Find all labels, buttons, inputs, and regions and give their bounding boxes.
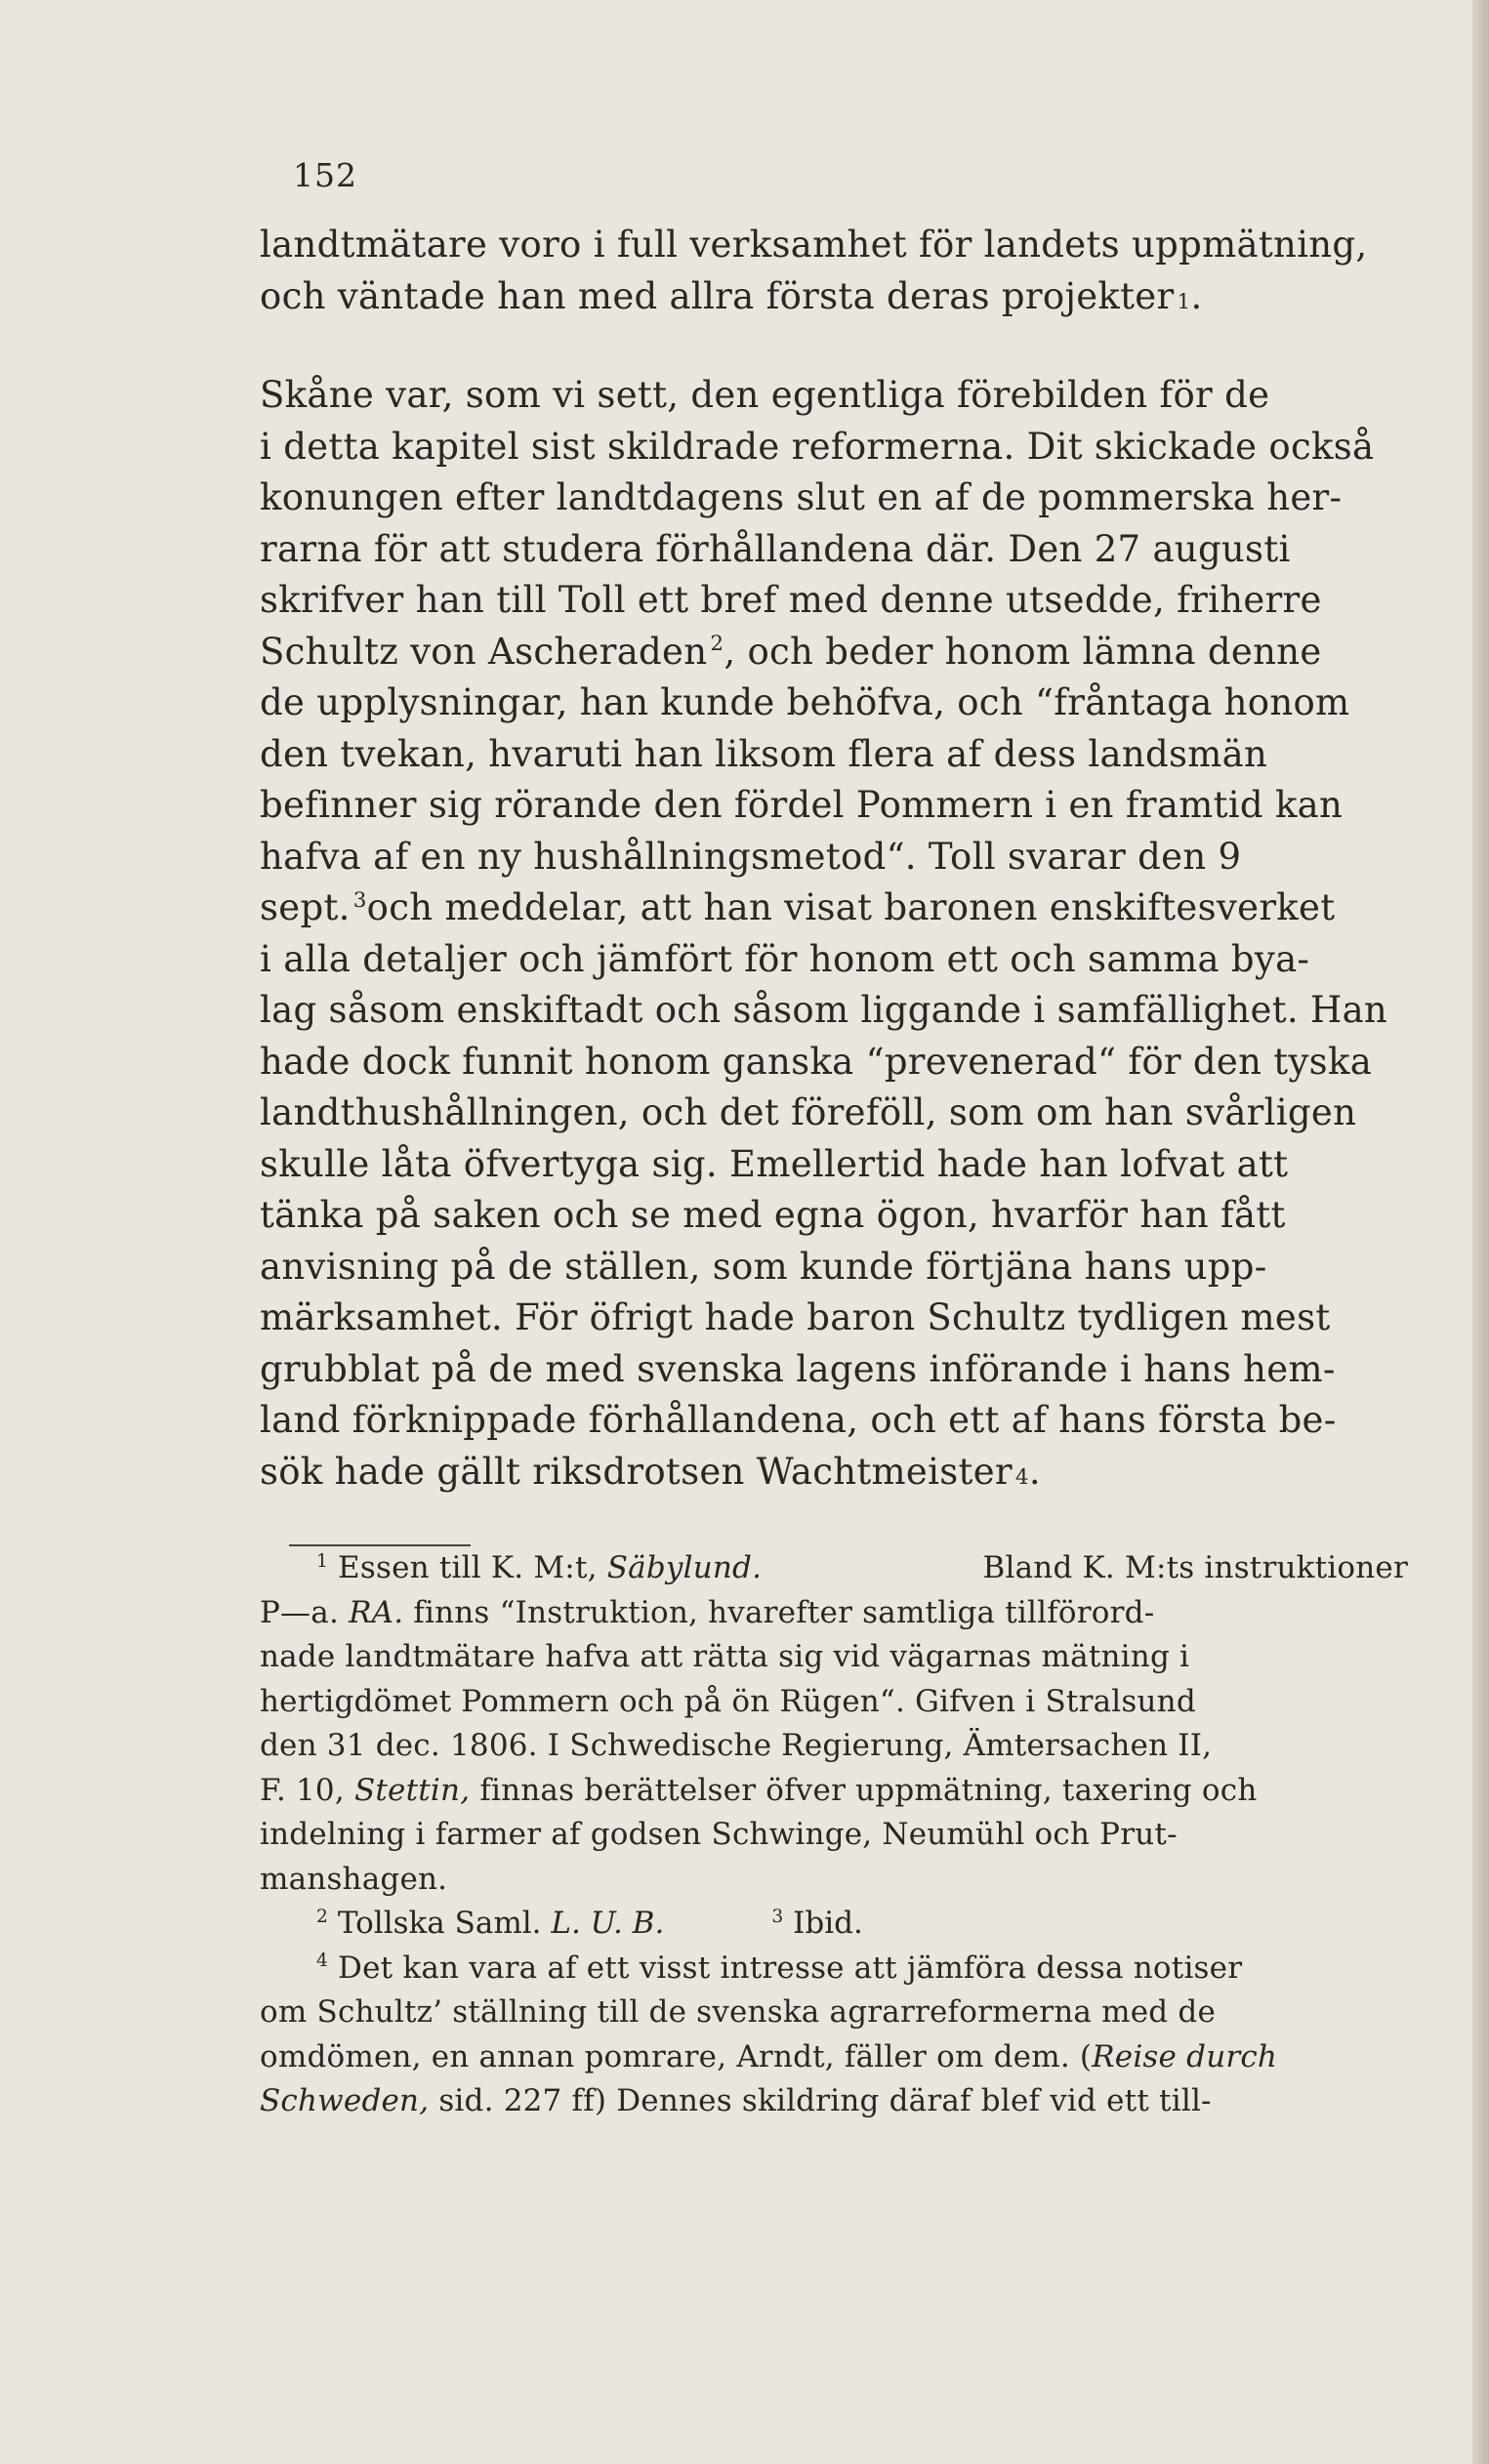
- text-line: anvisning på de ställen, som kunde förtjäna hans upp-: [260, 1245, 1267, 1288]
- footnote-1: 1 Essen till K. M:t, Säbylund. Bland K. M:ts instruktioner: [316, 1550, 1408, 1585]
- page-number: 152: [293, 156, 357, 194]
- footnote-line: F. 10, Stettin, finnas berättelser öfver uppmätning, taxering och: [260, 1772, 1258, 1808]
- text-line: befinner sig rörande den fördel Pommern i en framtid kan: [260, 784, 1344, 826]
- text-line: tänka på saken och se med egna ögon, hvarför han fått: [260, 1194, 1286, 1236]
- footnote-line: Schweden, sid. 227 ff) Dennes skildring däraf blef vid ett till-: [260, 2083, 1212, 2118]
- text-line: Skåne var, som vi sett, den egentliga förebilden för de: [260, 374, 1270, 416]
- text-line: skrifver han till Toll ett bref med denne utsedde, friherre: [260, 579, 1322, 621]
- footnote-divider: [289, 1544, 471, 1546]
- text-line: konungen efter landtdagens slut en af de pommerska her-: [260, 476, 1343, 518]
- footnote-line: indelning i farmer af godsen Schwinge, Neumühl och Prut-: [260, 1817, 1178, 1852]
- page-edge: [1472, 0, 1489, 2464]
- text-line: landthushållningen, och det föreföll, som om han svårligen: [260, 1091, 1357, 1133]
- text-line: den tvekan, hvaruti han liksom flera af dess landsmän: [260, 732, 1268, 775]
- text-line: märksamhet. För öfrigt hade baron Schultz tydligen mest: [260, 1296, 1331, 1338]
- text-line: de upplysningar, han kunde behöfva, och “fråntaga honom: [260, 681, 1350, 723]
- text-line: sök hade gällt riksdrotsen Wachtmeister 4 .: [260, 1450, 1041, 1493]
- text-line: Schultz von Ascheraden $^2$, och beder honom lämna denne: [260, 630, 1322, 673]
- text-line: skulle låta öfvertyga sig. Emellertid hade han lofvat att: [260, 1142, 1289, 1185]
- text-line: sept. $^3$och meddelar, att han visat baronen enskiftesverket: [260, 886, 1336, 928]
- footnote-line: omdömen, en annan pomrare, Arndt, fäller om dem. (Reise durch: [260, 2038, 1278, 2074]
- footnote-ref[interactable]: 2: [710, 632, 724, 657]
- footnotes: [260, 1550, 1408, 2128]
- text-line: och väntade han med allra första deras projekter 1 .: [260, 274, 1203, 317]
- footnote-line: manshagen.: [260, 1861, 448, 1897]
- footnote-line: nade landtmätare hafva att rätta sig vid vägarnas mätning i: [260, 1639, 1190, 1674]
- text-line: land förknippade förhållandena, och ett af hans första be-: [260, 1399, 1337, 1441]
- text-line: lag såsom enskiftadt och såsom liggande i samfällighet. Han: [260, 989, 1388, 1031]
- footnote-line: om Schultz’ ställning till de svenska agrarreformerna med de: [260, 1994, 1216, 2030]
- footnote-line: P—a. RA. finns “Instruktion, hvarefter samtliga tillförord-: [260, 1594, 1155, 1630]
- footnote-line: den 31 dec. 1806. I Schwedische Regierung, Ämtersachen II,: [260, 1728, 1213, 1763]
- text-line: landtmätare voro i full verksamhet för landets uppmätning,: [260, 224, 1368, 266]
- text-line: hade dock funnit honom ganska “prevenerad“ för den tyska: [260, 1040, 1373, 1083]
- body-text: [260, 224, 1407, 1501]
- text-line: hafva af en ny hushållningsmetod“. Toll svarar den 9: [260, 835, 1242, 878]
- text-line: rarna för att studera förhållandena där. Den 27 augusti: [260, 527, 1291, 570]
- text-line: grubblat på de med svenska lagens införande i hans hem-: [260, 1347, 1336, 1390]
- text-line: i alla detaljer och jämfört för honom ett och samma bya-: [260, 937, 1310, 980]
- footnote-ref[interactable]: 3: [352, 887, 367, 913]
- footnote-4: 4 Det kan vara af ett visst intresse att jämföra dessa notiser: [316, 1950, 1243, 1986]
- footnote-line: hertigdömet Pommern och på ön Rügen“. Gifven i Stralsund: [260, 1683, 1196, 1719]
- text-line: i detta kapitel sist skildrade reformerna. Dit skickade också: [260, 425, 1375, 468]
- footnote-2-3: 2 Tollska Saml. L. U. B. 3 Ibid.: [316, 1906, 863, 1941]
